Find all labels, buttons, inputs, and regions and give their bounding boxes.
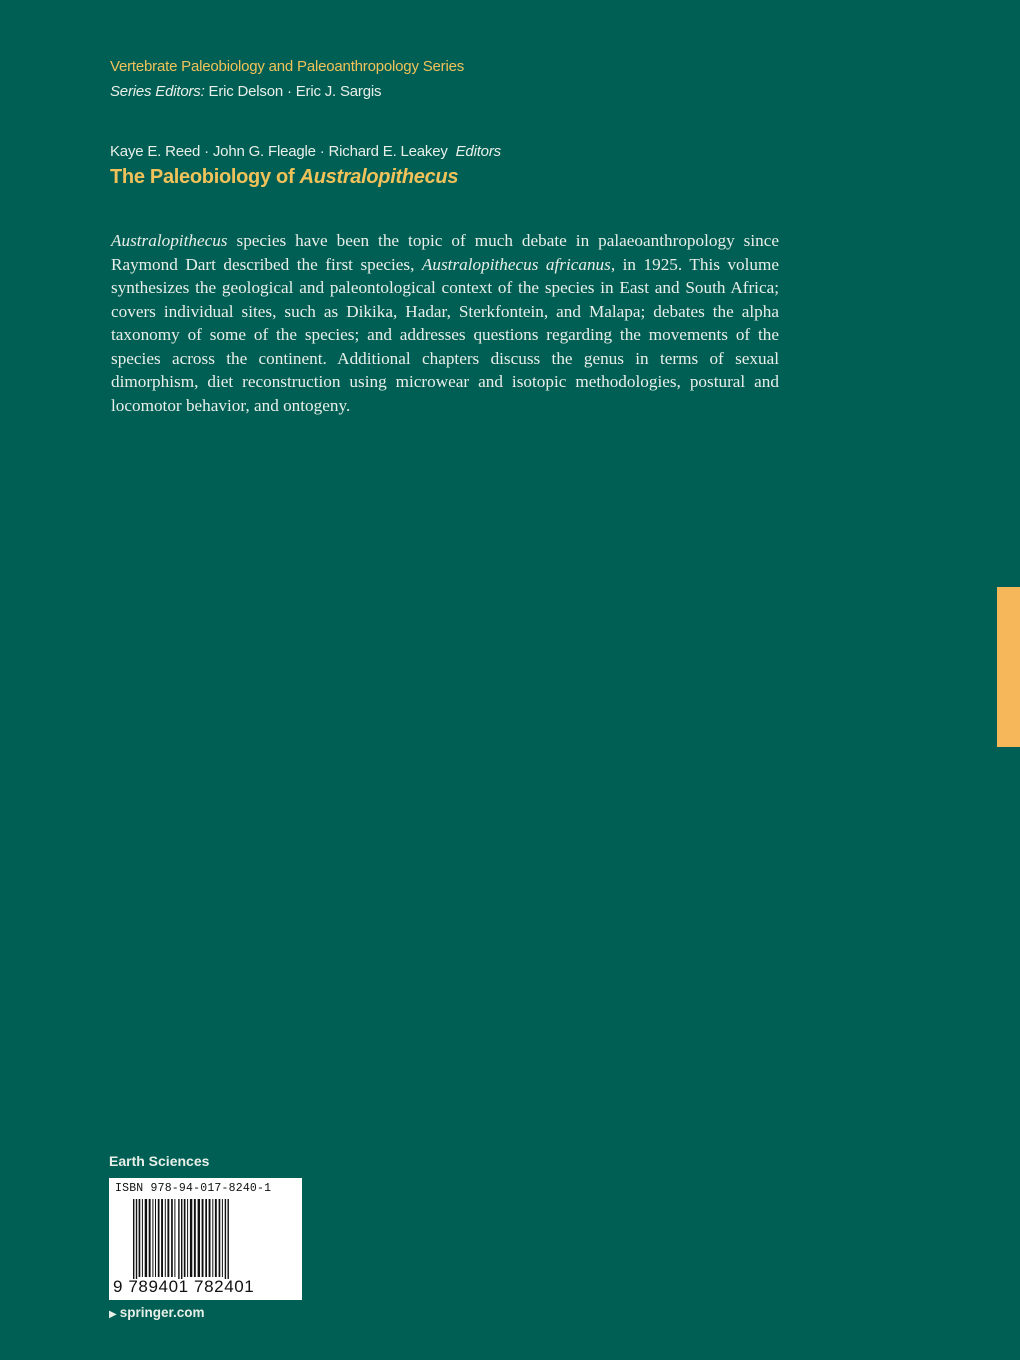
barcode-bar bbox=[145, 1199, 147, 1277]
barcode-bar bbox=[178, 1199, 179, 1279]
barcode-bar bbox=[190, 1199, 192, 1277]
barcode bbox=[109, 1178, 302, 1300]
barcode-bar bbox=[133, 1199, 134, 1279]
isbn-label: ISBN 978-94-017-8240-1 bbox=[115, 1182, 272, 1195]
barcode-bar bbox=[209, 1199, 211, 1277]
series-editors bbox=[110, 83, 381, 100]
series-name: Vertebrate Paleobiology and Paleoanthropology Series bbox=[110, 58, 465, 75]
barcode-bars bbox=[109, 1197, 302, 1279]
book-title-prefix: The Paleobiology of bbox=[110, 166, 300, 188]
barcode-bar bbox=[187, 1199, 188, 1277]
book-editors-names: Kaye E. Reed · John G. Fleagle · Richard E. Leakey bbox=[110, 143, 448, 160]
book-description bbox=[111, 229, 779, 417]
barcode-bar bbox=[161, 1199, 163, 1277]
barcode-bar bbox=[136, 1199, 137, 1279]
barcode-bar bbox=[181, 1199, 182, 1279]
barcode-bar bbox=[171, 1199, 173, 1277]
blurb-text-1: species have been the topic of much debate in palaeoanthropology since Raymond Dart described the first species, bbox=[111, 231, 779, 274]
barcode-bar bbox=[165, 1199, 166, 1277]
series-editors-label: Series Editors: bbox=[110, 83, 205, 100]
book-editors-role: Editors bbox=[455, 143, 501, 160]
barcode-bar bbox=[212, 1199, 213, 1277]
blurb-genus: Australopithecus bbox=[111, 231, 228, 250]
barcode-bar bbox=[174, 1199, 175, 1277]
barcode-bar bbox=[158, 1199, 160, 1277]
barcode-bar bbox=[219, 1199, 221, 1277]
barcode-bar bbox=[215, 1199, 217, 1277]
blurb-species: Australopithecus africanus bbox=[421, 254, 611, 274]
barcode-bar bbox=[142, 1199, 143, 1277]
barcode-bar bbox=[202, 1199, 204, 1277]
book-title-genus: Australopithecus bbox=[299, 166, 459, 188]
color-tab bbox=[997, 587, 1020, 747]
barcode-bar bbox=[139, 1199, 141, 1277]
barcode-bar bbox=[149, 1199, 151, 1277]
subject-category: Earth Sciences bbox=[109, 1153, 210, 1169]
barcode-bar bbox=[167, 1199, 169, 1277]
book-editors bbox=[110, 143, 501, 160]
publisher-link[interactable] bbox=[109, 1305, 204, 1320]
series-editors-names: Eric Delson · Eric J. Sargis bbox=[208, 83, 382, 100]
ean-digits: 9 789401 782401 bbox=[113, 1277, 255, 1296]
barcode-bar bbox=[198, 1199, 200, 1277]
barcode-bar bbox=[194, 1199, 196, 1277]
barcode-bar bbox=[205, 1199, 207, 1277]
barcode-bar bbox=[155, 1199, 156, 1277]
blurb-text-2: , in 1925. This volume synthesizes the geological and paleontological context of the species in East and South Africa; covers individual sites, such as Dikika, Hadar, Sterkfontein, and Malapa; debates the alpha taxonomy of some of the species; and addresses questions regarding the movements of the species across the continent. Additional chapters discuss the genus in terms of sexual dimorphism, diet reconstruction using microwear and isotopic methodologies, postural and locomotor behavior, and ontogeny. bbox=[111, 254, 779, 415]
arrow-right-icon: ▶ bbox=[109, 1309, 117, 1320]
book-title bbox=[110, 166, 458, 189]
barcode-bar bbox=[152, 1199, 153, 1277]
barcode-bar bbox=[228, 1199, 229, 1279]
barcode-bar bbox=[225, 1199, 226, 1279]
publisher-url: springer.com bbox=[119, 1305, 205, 1320]
barcode-bar bbox=[184, 1199, 186, 1277]
barcode-bar bbox=[222, 1199, 223, 1277]
